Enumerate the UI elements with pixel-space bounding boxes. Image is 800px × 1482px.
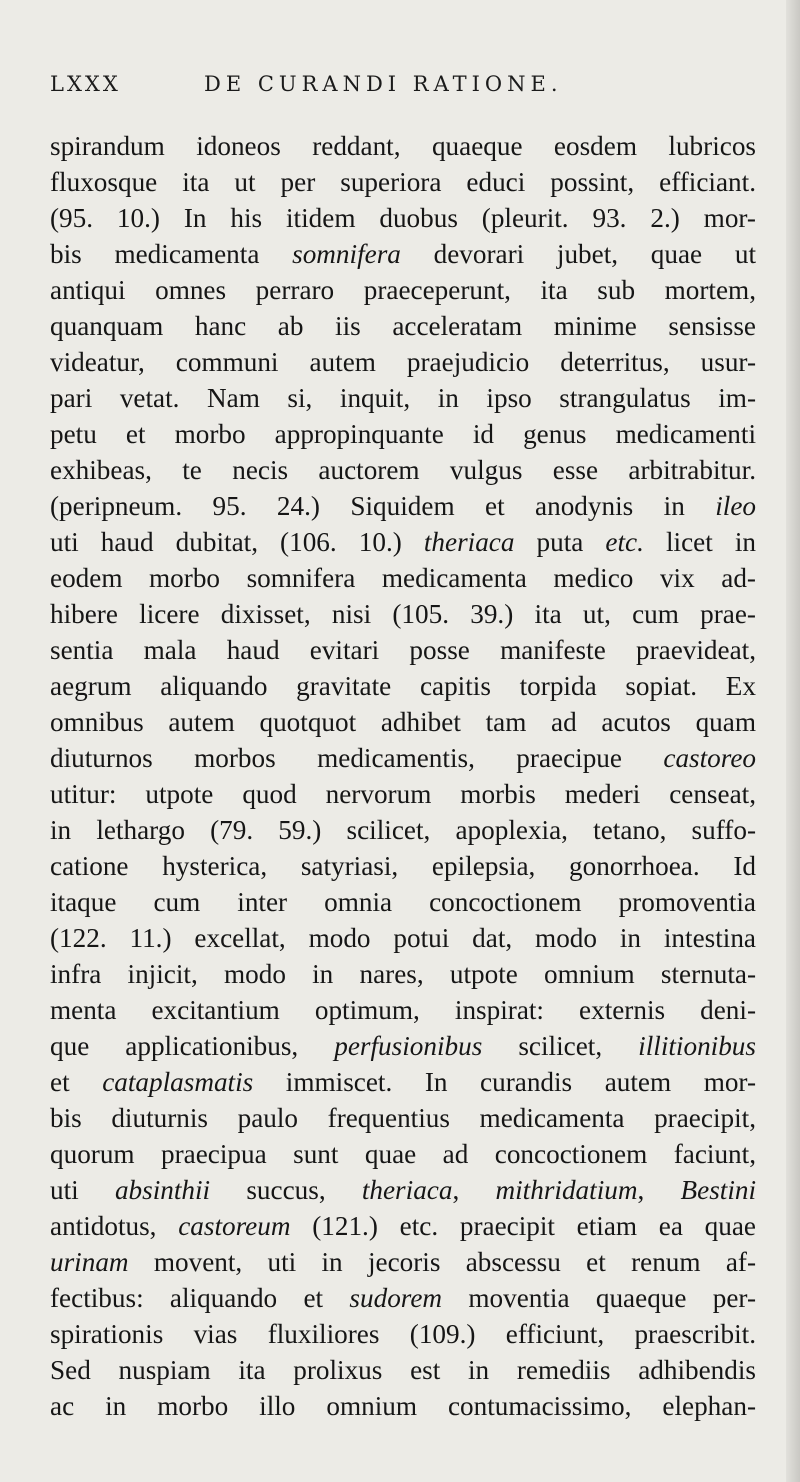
text-segment: uti <box>50 1175 115 1205</box>
text-line <box>50 344 756 380</box>
text-line <box>50 992 756 1028</box>
text-segment: (95. 10.) In his itidem duobus (pleurit. 93. 2.) mor- <box>50 203 756 233</box>
text-segment: exhibeas, te necis auctorem vulgus esse arbitrabitur. <box>50 455 756 485</box>
text-line <box>50 1352 756 1388</box>
italic-text: etc. <box>605 527 644 557</box>
text-segment: eodem morbo somnifera medicamenta medico vix ad- <box>50 563 756 593</box>
italic-text: somnifera <box>292 239 401 269</box>
italic-text: castoreum <box>178 1211 291 1241</box>
text-line <box>50 1244 756 1280</box>
text-segment: videatur, communi autem praejudicio deterritus, usur- <box>50 347 756 377</box>
text-line <box>50 1388 756 1424</box>
italic-text: ileo <box>715 491 756 521</box>
text-segment: petu et morbo appropinquante id genus medicamenti <box>50 419 756 449</box>
text-segment: uti haud dubitat, (106. 10.) <box>50 527 424 557</box>
text-line <box>50 524 756 560</box>
text-line <box>50 1280 756 1316</box>
text-line <box>50 920 756 956</box>
text-segment: antiqui omnes perraro praeceperunt, ita sub mortem, <box>50 275 756 305</box>
text-segment: in lethargo (79. 59.) scilicet, apoplexia, tetano, suffo- <box>50 815 756 845</box>
text-line <box>50 308 756 344</box>
text-line <box>50 200 756 236</box>
text-segment: bis diuturnis paulo frequentius medicamenta praecipit, <box>50 1103 756 1133</box>
text-line <box>50 1028 756 1064</box>
text-segment: itaque cum inter omnia concoctionem promoventia <box>50 887 756 917</box>
italic-text: castoreo <box>663 743 756 773</box>
text-line <box>50 1208 756 1244</box>
text-segment: quanquam hanc ab iis acceleratam minime sensisse <box>50 311 756 341</box>
text-line <box>50 812 756 848</box>
running-title: DE CURANDI RATIONE. <box>204 72 563 96</box>
text-segment: infra injicit, modo in nares, utpote omnium sternuta- <box>50 959 756 989</box>
text-line <box>50 1316 756 1352</box>
text-segment: succus, <box>210 1175 362 1205</box>
text-segment: catione hysterica, satyriasi, epilepsia, gonorrhoea. Id <box>50 851 756 881</box>
text-segment: moventia quaeque per- <box>442 1283 756 1313</box>
text-line <box>50 1172 756 1208</box>
italic-text: mithridatium <box>495 1175 638 1205</box>
text-segment: immiscet. In curandis autem mor- <box>253 1067 756 1097</box>
text-line <box>50 704 756 740</box>
text-line <box>50 1064 756 1100</box>
text-segment: antidotus, <box>50 1211 179 1241</box>
text-segment: omnibus autem quotquot adhibet tam ad acutos quam <box>50 707 756 737</box>
text-segment: spirandum idoneos reddant, quaeque eosdem lubricos <box>50 131 756 161</box>
text-line <box>50 128 756 164</box>
text-segment: que applicationibus, <box>50 1031 335 1061</box>
text-segment: (122. 11.) excellat, modo potui dat, modo in intestina <box>50 923 756 953</box>
text-segment: puta <box>514 527 606 557</box>
text-line <box>50 272 756 308</box>
text-segment: et <box>50 1067 103 1097</box>
text-line <box>50 884 756 920</box>
text-line <box>50 956 756 992</box>
text-line <box>50 416 756 452</box>
text-line <box>50 668 756 704</box>
text-line <box>50 1136 756 1172</box>
running-head <box>50 72 750 108</box>
text-segment: quorum praecipua sunt quae ad concoctionem faciunt, <box>50 1139 756 1169</box>
italic-text: absinthii <box>114 1175 211 1205</box>
text-segment: diuturnos morbos medicamentis, praecipue <box>50 743 664 773</box>
italic-text: perfusionibus <box>334 1031 483 1061</box>
text-line <box>50 164 756 200</box>
text-segment: , <box>452 1175 496 1205</box>
italic-text: illitionibus <box>638 1031 756 1061</box>
italic-text: theriaca <box>361 1175 453 1205</box>
text-segment: (peripneum. 95. 24.) Siquidem et anodynis in <box>50 491 716 521</box>
text-line <box>50 848 756 884</box>
text-segment: fectibus: aliquando et <box>50 1283 350 1313</box>
text-segment: pari vetat. Nam si, inquit, in ipso strangulatus im- <box>50 383 756 413</box>
text-segment: Sed nuspiam ita prolixus est in remediis adhibendis <box>50 1355 756 1385</box>
italic-text: Bestini <box>680 1175 757 1205</box>
text-line <box>50 776 756 812</box>
text-segment: utitur: utpote quod nervorum morbis mederi censeat, <box>50 779 756 809</box>
body-text <box>50 128 756 1424</box>
text-line <box>50 380 756 416</box>
italic-text: cataplasmatis <box>102 1067 254 1097</box>
text-segment: ac in morbo illo omnium contumacissimo, elephan- <box>50 1391 756 1421</box>
text-line <box>50 488 756 524</box>
italic-text: sudorem <box>349 1283 443 1313</box>
text-line <box>50 740 756 776</box>
text-segment: (121.) etc. praecipit etiam ea quae <box>290 1211 756 1241</box>
text-line <box>50 1100 756 1136</box>
text-segment: , <box>637 1175 681 1205</box>
text-segment: bis medicamenta <box>50 239 293 269</box>
text-segment: licet in <box>643 527 756 557</box>
italic-text: urinam <box>50 1247 129 1277</box>
text-segment: movent, uti in jecoris abscessu et renum af- <box>128 1247 756 1277</box>
text-segment: scilicet, <box>482 1031 639 1061</box>
italic-text: theriaca <box>423 527 515 557</box>
text-segment: aegrum aliquando gravitate capitis torpida sopiat. Ex <box>50 671 756 701</box>
text-line <box>50 632 756 668</box>
text-line <box>50 596 756 632</box>
text-line <box>50 236 756 272</box>
text-line <box>50 560 756 596</box>
page-edge-shadow <box>786 0 800 1482</box>
page-number: LXXX <box>50 72 121 96</box>
text-segment: fluxosque ita ut per superiora educi possint, efficiant. <box>50 167 756 197</box>
text-segment: devorari jubet, quae ut <box>400 239 756 269</box>
text-segment: hibere licere dixisset, nisi (105. 39.) ita ut, cum prae- <box>50 599 756 629</box>
text-segment: sentia mala haud evitari posse manifeste praevideat, <box>50 635 756 665</box>
text-line <box>50 452 756 488</box>
text-segment: spirationis vias fluxiliores (109.) efficiunt, praescribit. <box>50 1319 756 1349</box>
text-segment: menta excitantium optimum, inspirat: externis deni- <box>50 995 756 1025</box>
